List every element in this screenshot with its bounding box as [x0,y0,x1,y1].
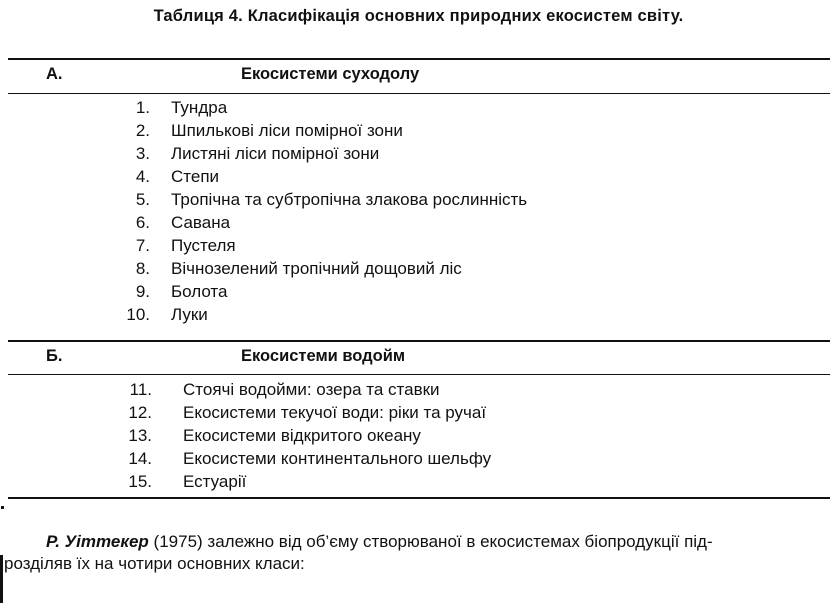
item-text: Тундра [171,98,228,117]
water-ecosystem-list [0,380,837,495]
section-land-header [0,65,837,91]
item-text: Луки [171,305,208,324]
item-text: Стоячі водойми: озера та ставки [183,380,440,399]
margin-mark [1,506,4,509]
list-item [0,403,837,426]
item-number: 2. [135,121,150,140]
item-text: Естуарії [183,472,247,491]
list-item [0,167,837,190]
margin-bar [0,555,3,603]
item-number: 11. [129,380,152,399]
item-number: 15. [128,472,152,491]
section-land-letter: А. [46,65,63,83]
list-item [0,282,837,305]
item-number: 7. [135,236,150,255]
item-number: 5. [135,190,150,209]
list-item [0,305,837,328]
item-text: Екосистеми континентального шельфу [183,449,492,468]
list-item [0,449,837,472]
item-text: Тропічна та субтропічна злакова рослинність [171,190,528,209]
item-text: Листяні ліси помірної зони [171,144,380,163]
list-item [0,190,837,213]
list-item [0,426,837,449]
section-water-rule [8,374,830,375]
item-text: Екосистеми відкритого океану [183,426,421,445]
paragraph-line-2: розділяв їх на чотири основних класи: [4,554,305,573]
item-number: 9. [135,282,150,301]
item-text: Екосистеми текучої води: ріки та ручаї [183,403,487,422]
table-title: Таблиця 4. Класифікація основних природних екосистем світу. [153,7,684,25]
item-text: Савана [171,213,231,232]
item-number: 4. [135,167,150,186]
item-text: Степи [171,167,220,186]
item-number: 6. [135,213,150,232]
list-item [0,144,837,167]
item-text: Вічнозелений тропічний дощовий ліс [171,259,462,278]
paragraph-line-1: (1975) залежно від об’єму створюваної в екосистемах біопродукції під- [148,532,713,551]
list-item [0,380,837,403]
list-item [0,236,837,259]
item-text: Шпилькові ліси помірної зони [171,121,403,140]
table-bottom-rule [8,497,830,499]
list-item [0,98,837,121]
section-water-header [0,347,837,373]
body-paragraph [46,530,830,554]
list-item [0,213,837,236]
section-water-top-rule [8,340,830,342]
item-number: 14. [128,449,152,468]
item-text: Болота [171,282,228,301]
list-item [0,259,837,282]
item-number: 3. [135,144,150,163]
land-ecosystem-list [0,98,837,328]
item-text: Пустеля [171,236,236,255]
section-land-rule [8,93,830,94]
item-number: 1. [135,98,150,117]
item-number: 8. [135,259,150,278]
author-name: Р. Уіттекер [46,532,149,551]
item-number: 13. [128,426,152,445]
section-water-letter: Б. [46,347,63,365]
item-number: 12. [128,403,152,422]
section-water-heading: Екосистеми водойм [241,347,406,365]
list-item [0,472,837,495]
list-item [0,121,837,144]
top-rule [8,58,830,60]
section-land-heading: Екосистеми суходолу [241,65,420,83]
item-number: 10. [126,305,150,324]
